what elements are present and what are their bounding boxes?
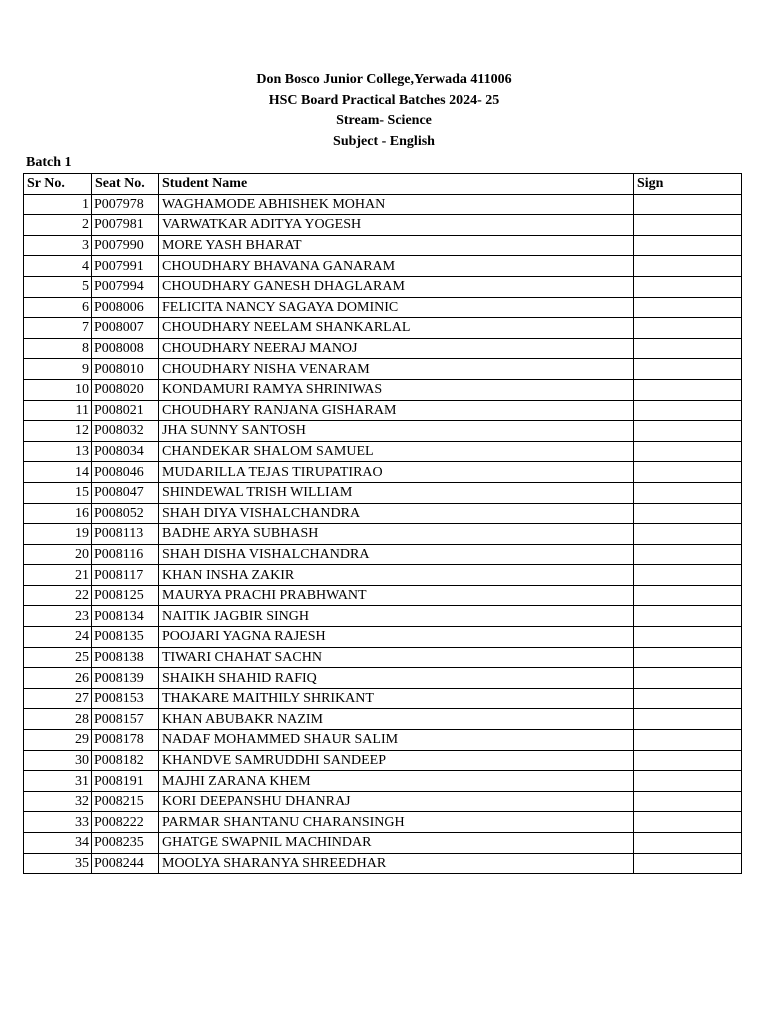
table-row bbox=[24, 833, 742, 854]
sr-no-cell: 5 bbox=[24, 276, 92, 297]
seat-no-cell: P007981 bbox=[92, 215, 159, 236]
sr-no-cell: 23 bbox=[24, 606, 92, 627]
stream-label: Stream- Science bbox=[336, 113, 432, 128]
sign-cell bbox=[634, 235, 742, 256]
student-name-cell: TIWARI CHAHAT SACHN bbox=[159, 647, 634, 668]
table-row bbox=[24, 585, 742, 606]
table-row bbox=[24, 771, 742, 792]
column-header-seat-no: Seat No. bbox=[92, 174, 159, 195]
sr-no-cell: 6 bbox=[24, 297, 92, 318]
sr-no-cell: 15 bbox=[24, 482, 92, 503]
table-row bbox=[24, 318, 742, 339]
seat-no-cell: P008135 bbox=[92, 627, 159, 648]
sign-cell bbox=[634, 318, 742, 339]
student-name-cell: CHOUDHARY NEERAJ MANOJ bbox=[159, 338, 634, 359]
student-name-cell: SHINDEWAL TRISH WILLIAM bbox=[159, 482, 634, 503]
table-row bbox=[24, 482, 742, 503]
seat-no-cell: P008006 bbox=[92, 297, 159, 318]
student-roster-table bbox=[23, 173, 742, 874]
sr-no-cell: 14 bbox=[24, 462, 92, 483]
column-header-student-name: Student Name bbox=[159, 174, 634, 195]
student-name-cell: CHOUDHARY RANJANA GISHARAM bbox=[159, 400, 634, 421]
seat-no-cell: P008153 bbox=[92, 688, 159, 709]
seat-no-cell: P008117 bbox=[92, 565, 159, 586]
sr-no-cell: 1 bbox=[24, 194, 92, 215]
sr-no-cell: 35 bbox=[24, 853, 92, 874]
table-row bbox=[24, 297, 742, 318]
sign-cell bbox=[634, 627, 742, 648]
sr-no-cell: 3 bbox=[24, 235, 92, 256]
sign-cell bbox=[634, 833, 742, 854]
sr-no-cell: 20 bbox=[24, 544, 92, 565]
sr-no-cell: 9 bbox=[24, 359, 92, 380]
sign-cell bbox=[634, 709, 742, 730]
seat-no-cell: P008222 bbox=[92, 812, 159, 833]
seat-no-cell: P007994 bbox=[92, 276, 159, 297]
table-row bbox=[24, 524, 742, 545]
seat-no-cell: P008034 bbox=[92, 441, 159, 462]
student-name-cell: CHOUDHARY BHAVANA GANARAM bbox=[159, 256, 634, 277]
student-name-cell: CHOUDHARY NISHA VENARAM bbox=[159, 359, 634, 380]
table-row bbox=[24, 668, 742, 689]
sr-no-cell: 26 bbox=[24, 668, 92, 689]
seat-no-cell: P008007 bbox=[92, 318, 159, 339]
table-row bbox=[24, 215, 742, 236]
seat-no-cell: P008052 bbox=[92, 503, 159, 524]
table-row bbox=[24, 606, 742, 627]
student-name-cell: FELICITA NANCY SAGAYA DOMINIC bbox=[159, 297, 634, 318]
table-row bbox=[24, 276, 742, 297]
sign-cell bbox=[634, 256, 742, 277]
sign-cell bbox=[634, 585, 742, 606]
student-name-cell: KORI DEEPANSHU DHANRAJ bbox=[159, 791, 634, 812]
seat-no-cell: P008032 bbox=[92, 421, 159, 442]
table-row bbox=[24, 812, 742, 833]
sr-no-cell: 4 bbox=[24, 256, 92, 277]
seat-no-cell: P008235 bbox=[92, 833, 159, 854]
sr-no-cell: 13 bbox=[24, 441, 92, 462]
sign-cell bbox=[634, 544, 742, 565]
seat-no-cell: P008138 bbox=[92, 647, 159, 668]
sr-no-cell: 10 bbox=[24, 379, 92, 400]
table-row bbox=[24, 235, 742, 256]
seat-no-cell: P008010 bbox=[92, 359, 159, 380]
table-row bbox=[24, 627, 742, 648]
sr-no-cell: 7 bbox=[24, 318, 92, 339]
student-name-cell: KHAN ABUBAKR NAZIM bbox=[159, 709, 634, 730]
sign-cell bbox=[634, 462, 742, 483]
table-row bbox=[24, 194, 742, 215]
student-name-cell: POOJARI YAGNA RAJESH bbox=[159, 627, 634, 648]
sr-no-cell: 2 bbox=[24, 215, 92, 236]
seat-no-cell: P007978 bbox=[92, 194, 159, 215]
sign-cell bbox=[634, 750, 742, 771]
sr-no-cell: 32 bbox=[24, 791, 92, 812]
subject-label: Subject - English bbox=[333, 133, 435, 149]
sr-no-cell: 11 bbox=[24, 400, 92, 421]
sr-no-cell: 31 bbox=[24, 771, 92, 792]
table-row bbox=[24, 791, 742, 812]
sr-no-cell: 29 bbox=[24, 730, 92, 751]
student-name-cell: SHAIKH SHAHID RAFIQ bbox=[159, 668, 634, 689]
table-row bbox=[24, 421, 742, 442]
student-name-cell: NAITIK JAGBIR SINGH bbox=[159, 606, 634, 627]
table-row bbox=[24, 544, 742, 565]
sr-no-cell: 28 bbox=[24, 709, 92, 730]
sr-no-cell: 33 bbox=[24, 812, 92, 833]
sign-cell bbox=[634, 421, 742, 442]
table-row bbox=[24, 709, 742, 730]
sign-cell bbox=[634, 215, 742, 236]
table-row bbox=[24, 379, 742, 400]
student-name-cell: SHAH DIYA VISHALCHANDRA bbox=[159, 503, 634, 524]
student-name-cell: GHATGE SWAPNIL MACHINDAR bbox=[159, 833, 634, 854]
student-name-cell: KHAN INSHA ZAKIR bbox=[159, 565, 634, 586]
table-row bbox=[24, 256, 742, 277]
sign-cell bbox=[634, 647, 742, 668]
table-row bbox=[24, 647, 742, 668]
student-name-cell: MORE YASH BHARAT bbox=[159, 235, 634, 256]
sign-cell bbox=[634, 194, 742, 215]
sign-cell bbox=[634, 812, 742, 833]
student-name-cell: KHANDVE SAMRUDDHI SANDEEP bbox=[159, 750, 634, 771]
sr-no-cell: 34 bbox=[24, 833, 92, 854]
student-name-cell: WAGHAMODE ABHISHEK MOHAN bbox=[159, 194, 634, 215]
seat-no-cell: P008116 bbox=[92, 544, 159, 565]
batch-title: HSC Board Practical Batches 2024- 25 bbox=[268, 92, 500, 108]
student-name-cell: MAJHI ZARANA KHEM bbox=[159, 771, 634, 792]
sign-cell bbox=[634, 791, 742, 812]
sign-cell bbox=[634, 276, 742, 297]
student-name-cell: CHOUDHARY GANESH DHAGLARAM bbox=[159, 276, 634, 297]
seat-no-cell: P008047 bbox=[92, 482, 159, 503]
sign-cell bbox=[634, 688, 742, 709]
table-row bbox=[24, 441, 742, 462]
sign-cell bbox=[634, 853, 742, 874]
batch-label: Batch 1 bbox=[26, 155, 72, 170]
table-row bbox=[24, 750, 742, 771]
student-name-cell: CHANDEKAR SHALOM SAMUEL bbox=[159, 441, 634, 462]
student-name-cell: NADAF MOHAMMED SHAUR SALIM bbox=[159, 730, 634, 751]
seat-no-cell: P008157 bbox=[92, 709, 159, 730]
seat-no-cell: P008139 bbox=[92, 668, 159, 689]
table-row bbox=[24, 853, 742, 874]
sr-no-cell: 21 bbox=[24, 565, 92, 586]
sign-cell bbox=[634, 482, 742, 503]
sign-cell bbox=[634, 524, 742, 545]
seat-no-cell: P008021 bbox=[92, 400, 159, 421]
sign-cell bbox=[634, 297, 742, 318]
seat-no-cell: P007990 bbox=[92, 235, 159, 256]
seat-no-cell: P008215 bbox=[92, 791, 159, 812]
sign-cell bbox=[634, 730, 742, 751]
student-name-cell: PARMAR SHANTANU CHARANSINGH bbox=[159, 812, 634, 833]
seat-no-cell: P008191 bbox=[92, 771, 159, 792]
student-name-cell: MUDARILLA TEJAS TIRUPATIRAO bbox=[159, 462, 634, 483]
seat-no-cell: P008244 bbox=[92, 853, 159, 874]
seat-no-cell: P008182 bbox=[92, 750, 159, 771]
sign-cell bbox=[634, 771, 742, 792]
seat-no-cell: P008113 bbox=[92, 524, 159, 545]
student-name-cell: VARWATKAR ADITYA YOGESH bbox=[159, 215, 634, 236]
college-name: Don Bosco Junior College,Yerwada 411006 bbox=[256, 72, 512, 87]
sr-no-cell: 16 bbox=[24, 503, 92, 524]
sr-no-cell: 8 bbox=[24, 338, 92, 359]
sr-no-cell: 19 bbox=[24, 524, 92, 545]
table-row bbox=[24, 400, 742, 421]
table-row bbox=[24, 688, 742, 709]
seat-no-cell: P008178 bbox=[92, 730, 159, 751]
seat-no-cell: P008008 bbox=[92, 338, 159, 359]
student-name-cell: BADHE ARYA SUBHASH bbox=[159, 524, 634, 545]
table-row bbox=[24, 565, 742, 586]
table-row bbox=[24, 503, 742, 524]
seat-no-cell: P008046 bbox=[92, 462, 159, 483]
sign-cell bbox=[634, 379, 742, 400]
sign-cell bbox=[634, 400, 742, 421]
sr-no-cell: 12 bbox=[24, 421, 92, 442]
sr-no-cell: 24 bbox=[24, 627, 92, 648]
sr-no-cell: 30 bbox=[24, 750, 92, 771]
sr-no-cell: 27 bbox=[24, 688, 92, 709]
sign-cell bbox=[634, 441, 742, 462]
sr-no-cell: 25 bbox=[24, 647, 92, 668]
column-header-sr-no: Sr No. bbox=[24, 174, 92, 195]
sr-no-cell: 22 bbox=[24, 585, 92, 606]
table-row bbox=[24, 338, 742, 359]
sign-cell bbox=[634, 668, 742, 689]
seat-no-cell: P008020 bbox=[92, 379, 159, 400]
student-name-cell: MOOLYA SHARANYA SHREEDHAR bbox=[159, 853, 634, 874]
sign-cell bbox=[634, 565, 742, 586]
student-name-cell: SHAH DISHA VISHALCHANDRA bbox=[159, 544, 634, 565]
student-name-cell: JHA SUNNY SANTOSH bbox=[159, 421, 634, 442]
seat-no-cell: P008125 bbox=[92, 585, 159, 606]
table-row bbox=[24, 462, 742, 483]
student-name-cell: KONDAMURI RAMYA SHRINIWAS bbox=[159, 379, 634, 400]
table-row bbox=[24, 730, 742, 751]
table-row bbox=[24, 359, 742, 380]
seat-no-cell: P008134 bbox=[92, 606, 159, 627]
sign-cell bbox=[634, 606, 742, 627]
student-name-cell: THAKARE MAITHILY SHRIKANT bbox=[159, 688, 634, 709]
seat-no-cell: P007991 bbox=[92, 256, 159, 277]
sign-cell bbox=[634, 503, 742, 524]
sign-cell bbox=[634, 359, 742, 380]
header-row bbox=[24, 174, 742, 195]
student-name-cell: MAURYA PRACHI PRABHWANT bbox=[159, 585, 634, 606]
student-name-cell: CHOUDHARY NEELAM SHANKARLAL bbox=[159, 318, 634, 339]
sign-cell bbox=[634, 338, 742, 359]
document-header bbox=[0, 70, 768, 152]
table-body bbox=[24, 194, 742, 874]
table-header bbox=[24, 174, 742, 195]
column-header-sign: Sign bbox=[634, 174, 742, 195]
